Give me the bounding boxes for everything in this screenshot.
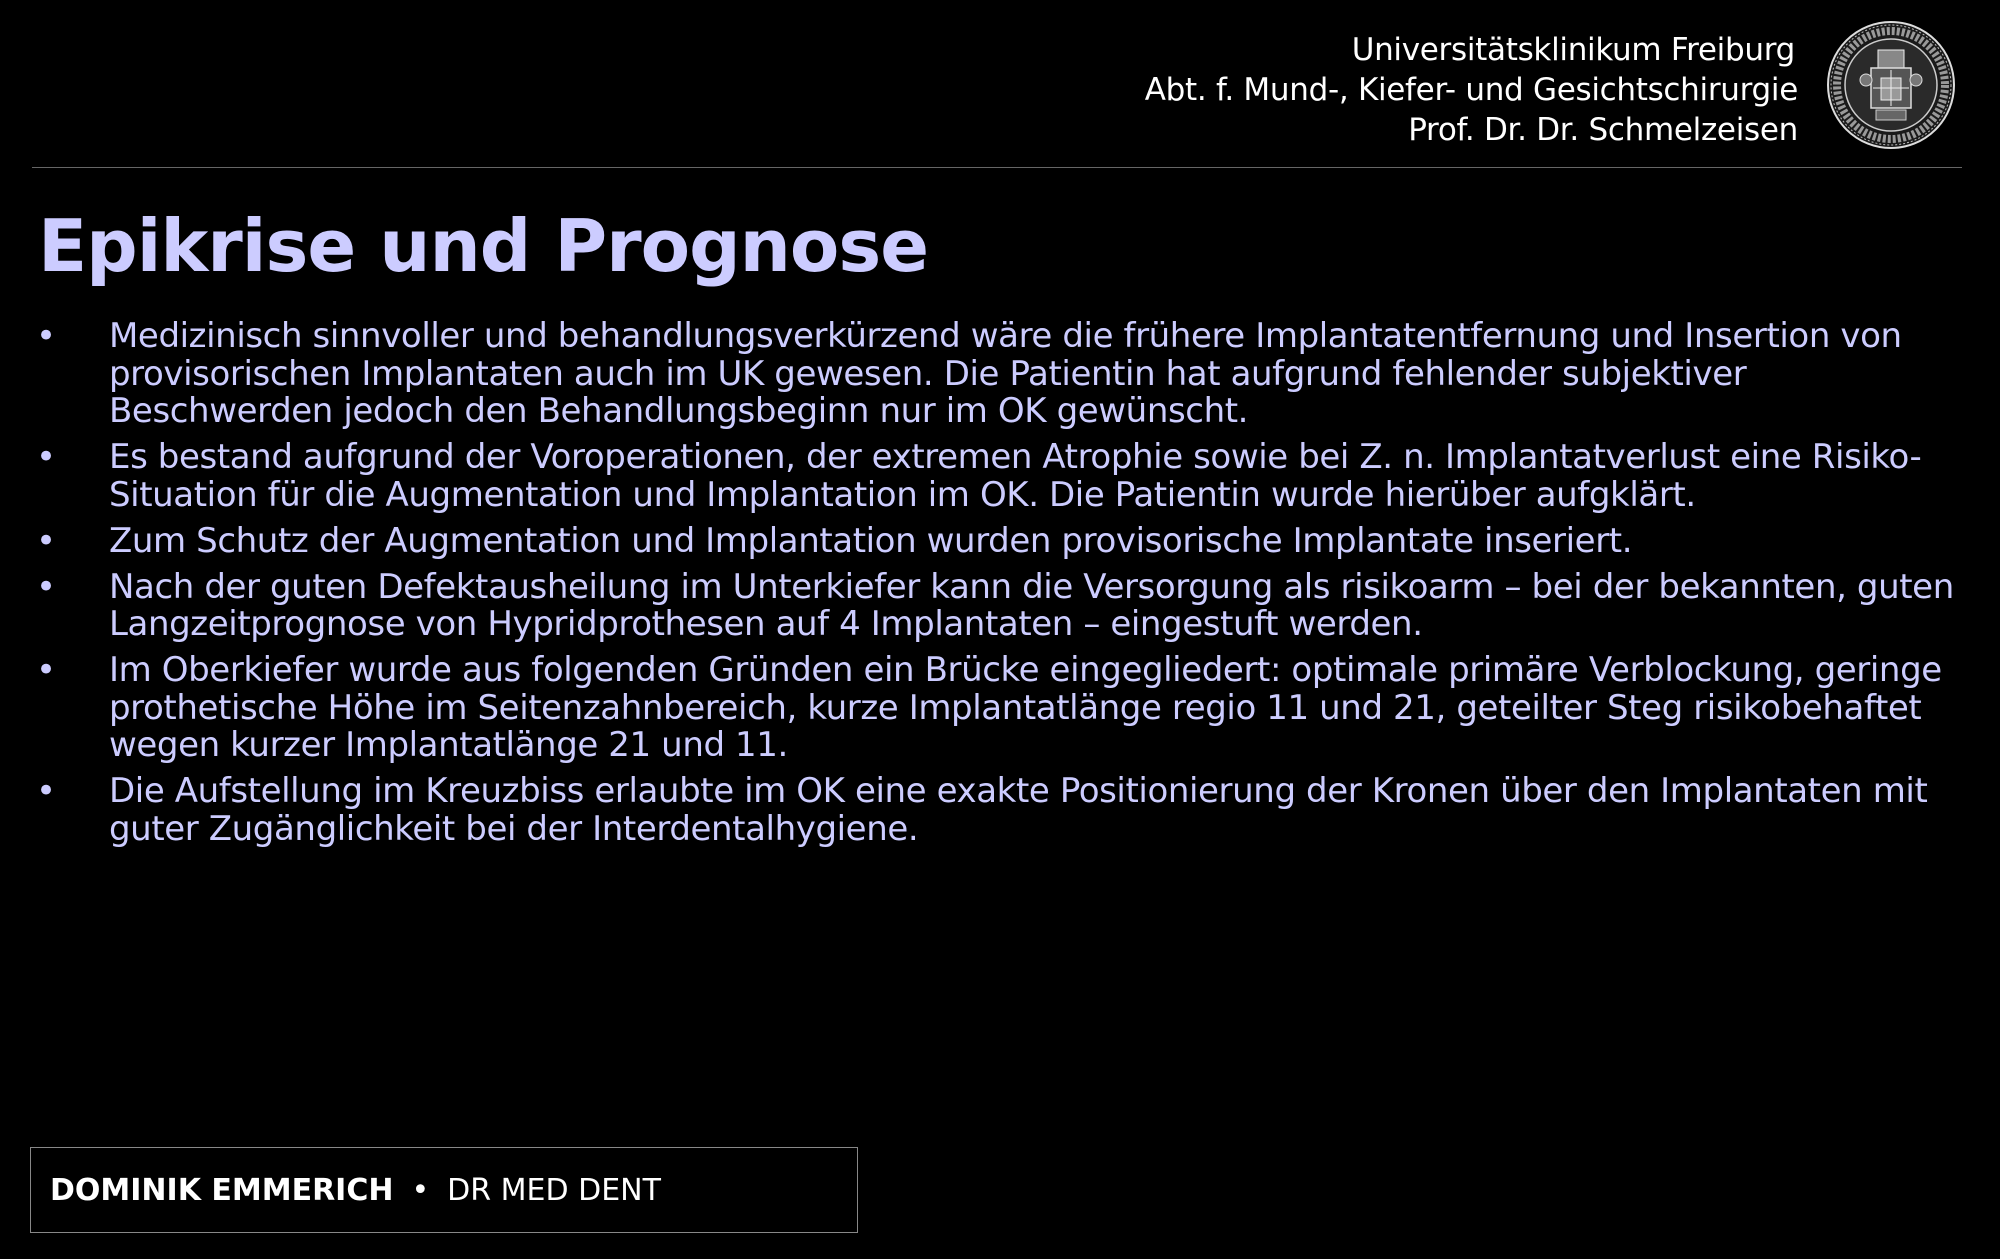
header-professor: Prof. Dr. Dr. Schmelzeisen (1408, 112, 1798, 148)
bullet-text: Zum Schutz der Augmentation und Implantation wurden provisorische Implantate inseriert. (109, 520, 1633, 561)
bullet-symbol: • (36, 437, 56, 477)
university-seal-icon (1826, 20, 1956, 150)
author-degree: DR MED DENT (447, 1172, 661, 1208)
bullet-symbol: • (36, 520, 56, 561)
bullet-item (36, 566, 1976, 644)
bullet-symbol: • (36, 771, 56, 811)
bullet-text: Die Aufstellung im Kreuzbiss erlaubte im OK eine exakte Positionierung der Kronen über den Implantaten mit guter Zugänglichkeit bei der Interdentalhygiene. (109, 771, 1928, 849)
header-department: Abt. f. Mund-, Kiefer- und Gesichtschirurgie (1144, 72, 1798, 108)
header-divider (32, 167, 1962, 168)
footer-separator: • (411, 1172, 430, 1208)
bullet-symbol: • (36, 566, 56, 607)
bullet-item (36, 318, 1976, 431)
bullet-text: Es bestand aufgrund der Voroperationen, der extremen Atrophie sowie bei Z. n. Implantatverlust eine Risiko-Situation für die Augmentation und Implantation im OK. Die Patientin wurde hierüber aufgklärt. (109, 437, 1922, 515)
bullet-text: Medizinisch sinnvoller und behandlungsverkürzend wäre die frühere Implantatentfernung und Insertion von provisorischen Implantaten auch im UK gewesen. Die Patientin hat aufgrund fehlender subjektiver Beschwerden jedoch den Behandlungsbeginn nur im OK gewünscht. (109, 316, 1902, 431)
bullet-text: Im Oberkiefer wurde aus folgenden Gründen ein Brücke eingegliedert: optimale primäre Verblockung, geringe prothetische Höhe im Seitenzahnbereich, kurze Implantatlänge regio 11 und 21, geteilter Steg risikobehaftet wegen kurzer Implantatlänge 21 und 11. (109, 650, 1942, 765)
bullet-item (36, 520, 1976, 561)
bullet-item (36, 652, 1976, 765)
institution-header (1145, 30, 1798, 150)
bullet-item (36, 439, 1976, 514)
bullet-symbol: • (36, 316, 56, 356)
bullet-symbol: • (36, 650, 56, 690)
bullet-text: Nach der guten Defektausheilung im Unterkiefer kann die Versorgung als risikoarm – bei der bekannten, guten Langzeitprognose von Hypridprothesen auf 4 Implantaten – eingestuft werden. (109, 566, 1954, 644)
author-footer (30, 1147, 858, 1233)
slide-title: Epikrise und Prognose (38, 204, 929, 288)
author-name: DOMINIK EMMERICH (50, 1172, 394, 1208)
bullet-item (36, 773, 1976, 848)
bullet-list (36, 318, 1976, 857)
header-university: Universitätsklinikum Freiburg (1351, 32, 1795, 68)
